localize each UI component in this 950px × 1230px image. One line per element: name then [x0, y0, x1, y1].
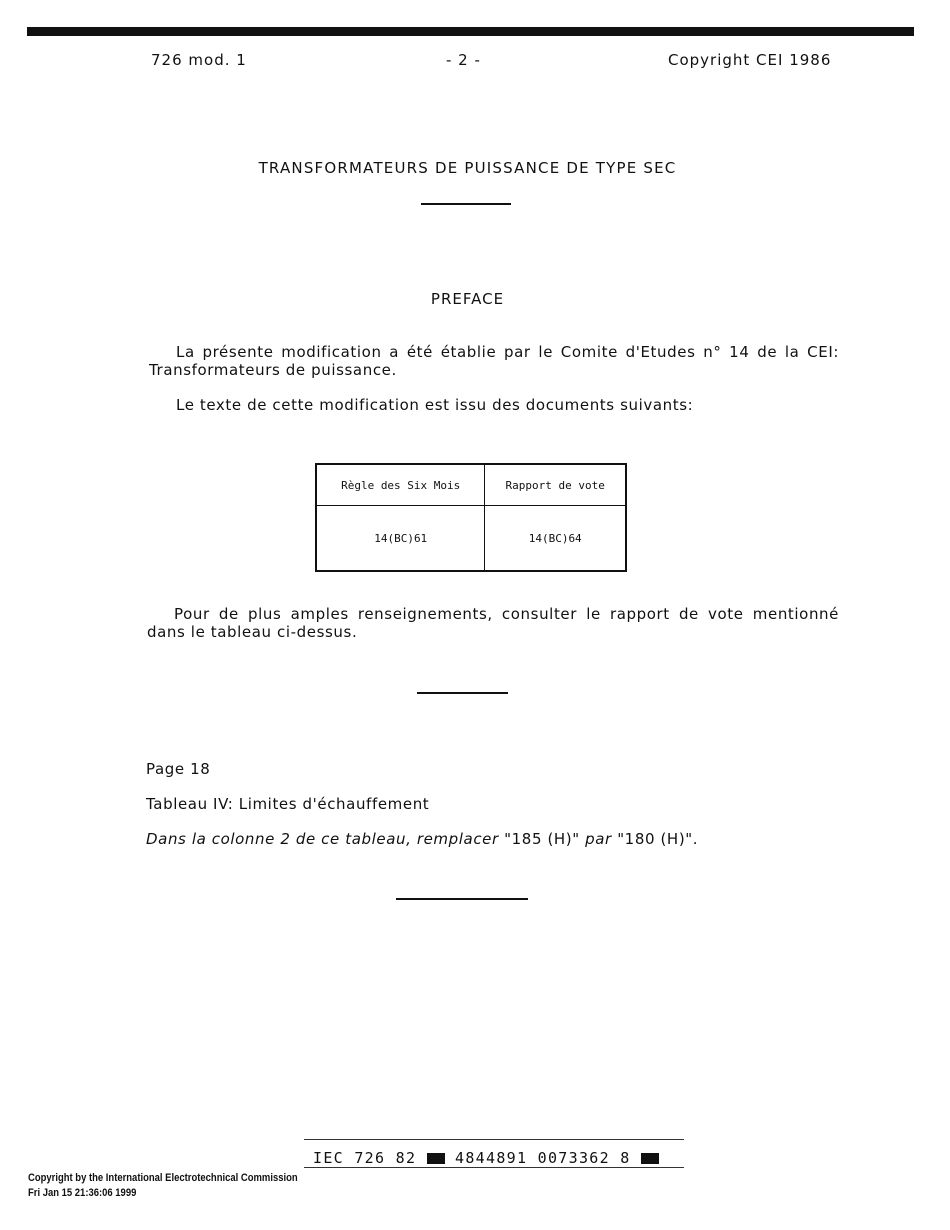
catalog-code-part-2: 4844891 0073362 8	[455, 1149, 631, 1167]
table-cell-voting-report: 14(BC)64	[485, 506, 626, 572]
instruction-old-value: "185 (H)"	[504, 830, 580, 848]
title-underline	[421, 203, 511, 205]
catalog-code-block-1	[427, 1153, 445, 1164]
catalog-code-block-2	[641, 1153, 659, 1164]
document-title: TRANSFORMATEURS DE PUISSANCE DE TYPE SEC	[258, 159, 677, 177]
table-cell-six-month-rule: 14(BC)61	[316, 506, 485, 572]
amendment-page: Page 18	[146, 760, 211, 778]
amendment-instruction	[146, 830, 866, 848]
header-document-ref: 726 mod. 1	[151, 51, 247, 69]
preface-paragraph-1: La présente modification a été établie par le Comite d'Etudes n° 14 de la CEI: Transformateurs de puissance.	[149, 343, 839, 379]
catalog-code	[313, 1149, 659, 1167]
instruction-text-1: Dans la colonne 2 de ce tableau, remplacer	[146, 830, 499, 848]
catalog-code-part-1: IEC 726 82	[313, 1149, 417, 1167]
table-header-six-month-rule: Règle des Six Mois	[316, 464, 485, 506]
top-border-bar	[27, 27, 914, 36]
end-divider	[396, 898, 528, 900]
instruction-text-2: par	[585, 830, 612, 848]
barcode-top-line	[304, 1139, 684, 1140]
preface-heading: PREFACE	[430, 290, 505, 308]
barcode-bottom-line	[304, 1167, 684, 1168]
header-copyright: Copyright CEI 1986	[668, 51, 832, 69]
section-divider	[417, 692, 508, 694]
table-header-voting-report: Rapport de vote	[485, 464, 626, 506]
preface-paragraph-2: Le texte de cette modification est issu des documents suivants:	[176, 396, 694, 414]
footer-copyright: Copyright by the International Electrotechnical Commission	[28, 1172, 298, 1184]
header-page-number: - 2 -	[446, 51, 481, 69]
preface-paragraph-3: Pour de plus amples renseignements, consulter le rapport de vote mentionné dans le tableau ci-dessus.	[147, 605, 839, 641]
footer-timestamp: Fri Jan 15 21:36:06 1999	[28, 1187, 137, 1199]
instruction-new-value: "180 (H)".	[617, 830, 699, 848]
documents-table	[315, 463, 627, 572]
amendment-table-title: Tableau IV: Limites d'échauffement	[146, 795, 430, 813]
